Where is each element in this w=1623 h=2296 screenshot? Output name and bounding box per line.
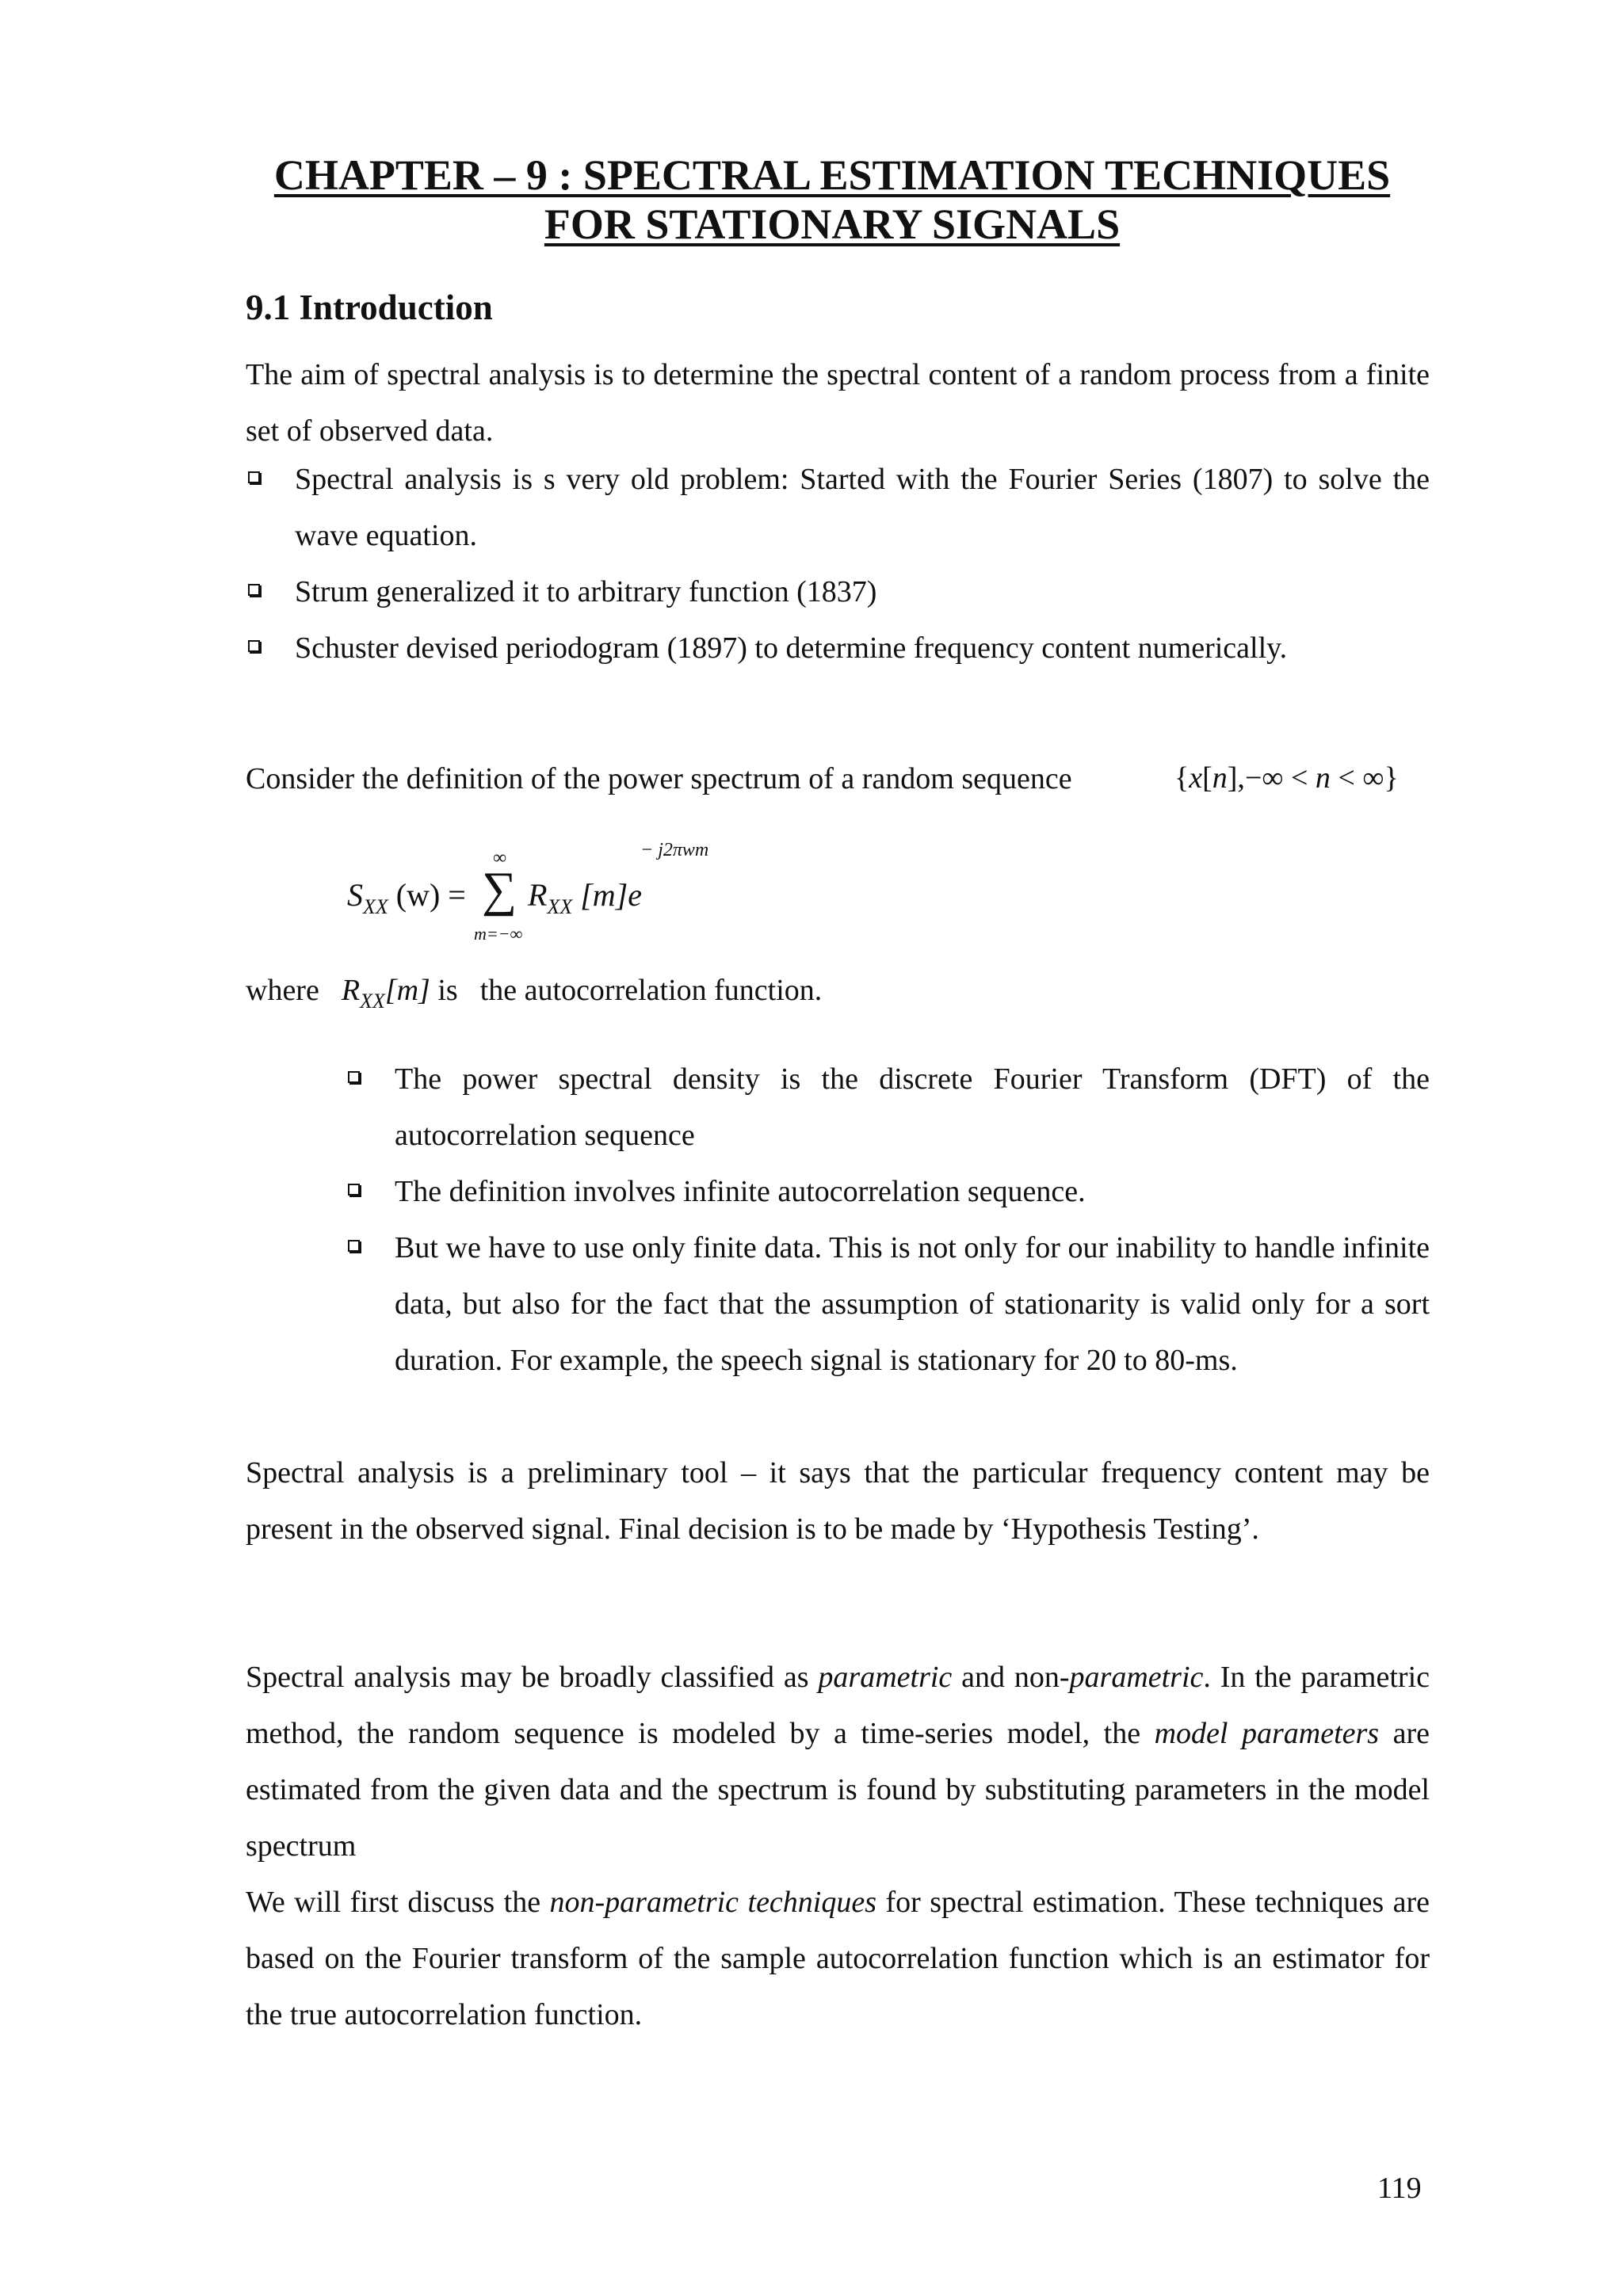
checkbox-bullet-icon xyxy=(248,584,260,596)
checkbox-bullet-icon xyxy=(248,471,260,483)
list-item: Strum generalized it to arbitrary function (1837) xyxy=(246,564,1430,620)
power-spectrum-equation xyxy=(347,840,823,943)
chapter-title xyxy=(238,151,1426,249)
summation-upper-limit: ∞ xyxy=(493,848,507,868)
nonparametric-paragraph: We will first discuss the non-parametric techniques for spectral estimation. These techniques are based on the Fourier transform of the sample autocorrelation function which is an estimator for the true autocorrelation function. xyxy=(246,1886,1430,2031)
summation-lower-limit: m=−∞ xyxy=(474,924,523,944)
page-number: 119 xyxy=(1377,2172,1422,2205)
checkbox-bullet-icon xyxy=(348,1240,360,1252)
list-item: The power spectral density is the discrete Fourier Transform (DFT) of the autocorrelation sequence xyxy=(346,1051,1430,1164)
psd-bullet-list xyxy=(346,1051,1430,1389)
checkbox-bullet-icon xyxy=(348,1071,360,1083)
list-item: The definition involves infinite autocorrelation sequence. xyxy=(346,1164,1430,1220)
history-bullet-list xyxy=(246,452,1430,677)
equation-rhs: $R_{XX}$ [m]e xyxy=(528,877,642,918)
intro-paragraph: The aim of spectral analysis is to determine the spectral content of a random process from a finite set of observed data. xyxy=(246,358,1430,448)
summation-sigma-icon: ∑ xyxy=(482,863,517,917)
equation-exponent: − j2πwm xyxy=(640,840,709,860)
checkbox-bullet-icon xyxy=(248,640,260,652)
list-item: Schuster devised periodogram (1897) to determine frequency content numerically. xyxy=(246,620,1430,677)
section-heading: 9.1 Introduction xyxy=(246,288,493,327)
list-item: Spectral analysis is s very old problem: Started with the Fourier Series (1807) to solve the wave equation. xyxy=(246,452,1430,564)
preliminary-paragraph: Spectral analysis is a preliminary tool – it says that the particular frequency content may be present in the observed signal. Final decision is to be made by ‘Hypothesis Testing’. xyxy=(246,1456,1430,1546)
chapter-title-line-2: FOR STATIONARY SIGNALS xyxy=(544,200,1121,248)
list-item: But we have to use only finite data. This is not only for our inability to handle infinite data, but also for the fact that the assumption of stationarity is valid only for a sort duration. For example, the speech signal is stationary for 20 to 80-ms. xyxy=(346,1220,1430,1389)
definition-sentence: Consider the definition of the power spectrum of a random sequence xyxy=(246,762,1072,795)
classification-paragraph: Spectral analysis may be broadly classified as parametric and non-parametric. In the parametric method, the random sequence is modeled by a time-series model, the model parameters are estimated from the given data and the spectrum is found by substituting parameters in the model spectrum xyxy=(246,1661,1430,1863)
where-line: where $R_{XX}[m]$ is the autocorrelation function. xyxy=(246,974,823,1013)
equation-lhs: $S_{XX}$ (w) = xyxy=(347,877,466,918)
checkbox-bullet-icon xyxy=(348,1184,360,1196)
chapter-title-line-1: CHAPTER – 9 : SPECTRAL ESTIMATION TECHNIQUES xyxy=(273,151,1391,199)
sequence-notation: {x[n],−∞ < n < ∞} xyxy=(1174,761,1399,795)
